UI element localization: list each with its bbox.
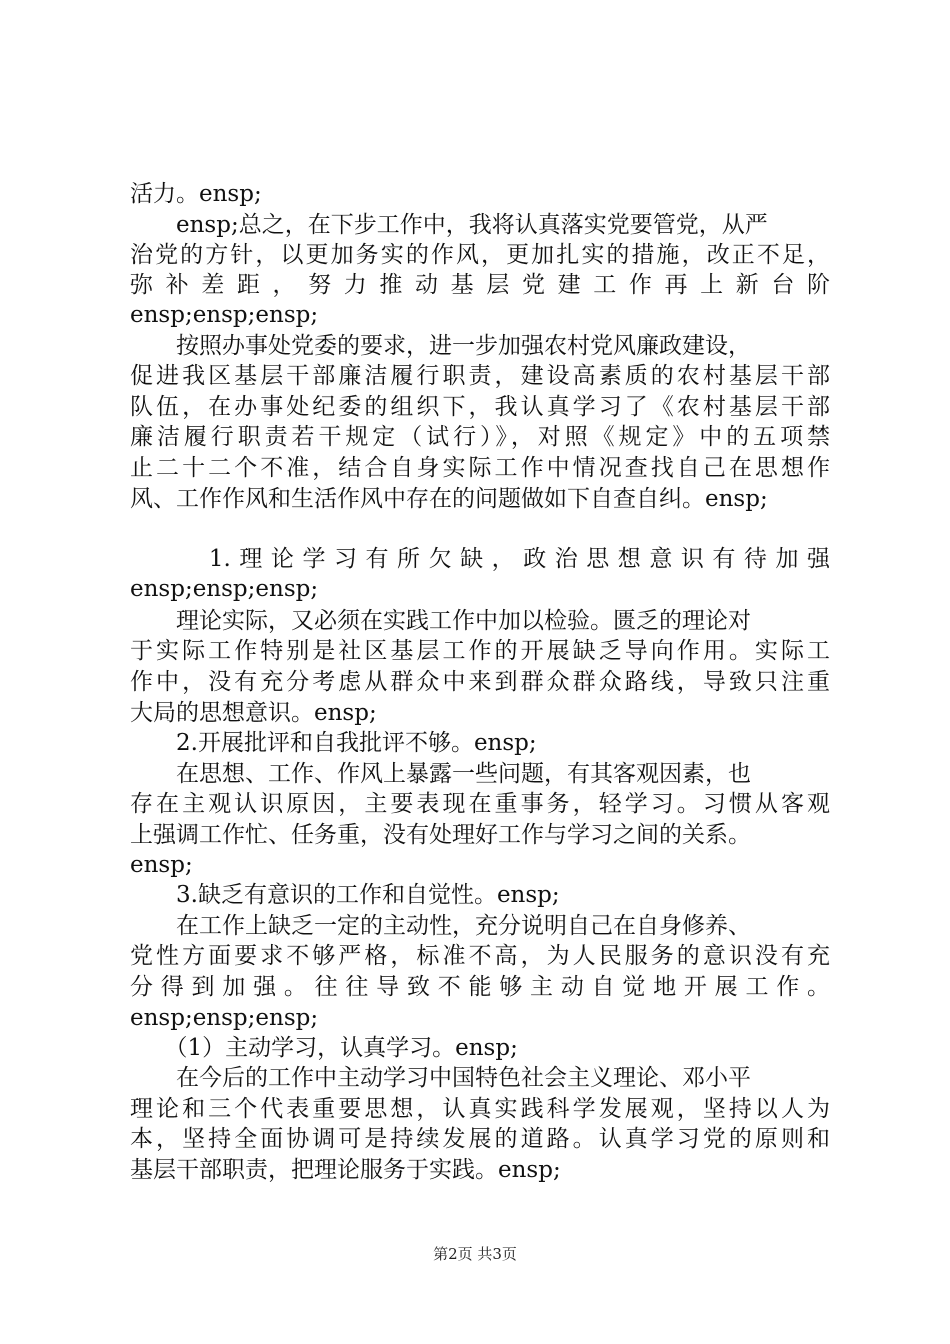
text-line: 于实际工作特别是社区基层工作的开展缺乏导向作用。实际工 bbox=[130, 638, 830, 664]
text-line: ensp; bbox=[130, 852, 193, 878]
text-line: 3.缺乏有意识的工作和自觉性。ensp; bbox=[130, 882, 560, 908]
text-line: 上强调工作忙、任务重，没有处理好工作与学习之间的关系。 bbox=[130, 822, 751, 848]
page-number-footer: 第2页 共3页 bbox=[433, 1245, 517, 1263]
text-line: 理论实际，又必须在实践工作中加以检验。匮乏的理论对 bbox=[130, 608, 751, 634]
text-line: 1.理论学习有所欠缺，政治思想意识有待加强 bbox=[130, 546, 830, 572]
text-line: 理论和三个代表重要思想，认真实践科学发展观，坚持以人为 bbox=[130, 1096, 830, 1122]
text-line: ensp;ensp;ensp; bbox=[130, 576, 319, 602]
text-line: 基层干部职责，把理论服务于实践。ensp; bbox=[130, 1157, 561, 1183]
text-line: 在思想、工作、作风上暴露一些问题，有其客观因素，也 bbox=[130, 761, 751, 787]
text-line: 分得到加强。往往导致不能够主动自觉地开展工作。 bbox=[130, 974, 830, 1000]
text-line: （1）主动学习，认真学习。ensp; bbox=[130, 1035, 518, 1061]
text-line: 党性方面要求不够严格，标准不高，为人民服务的意识没有充 bbox=[130, 943, 830, 969]
text-line: 大局的思想意识。ensp; bbox=[130, 700, 377, 726]
text-line: ensp;ensp;ensp; bbox=[130, 1005, 319, 1031]
text-line: 止二十二个不准，结合自身实际工作中情况查找自己在思想作 bbox=[130, 455, 830, 481]
text-line: 促进我区基层干部廉洁履行职责，建设高素质的农村基层干部 bbox=[130, 363, 830, 389]
text-line: 按照办事处党委的要求，进一步加强农村党风廉政建设， bbox=[130, 333, 751, 359]
text-line: 本，坚持全面协调可是持续发展的道路。认真学习党的原则和 bbox=[130, 1126, 830, 1152]
text-line: 在今后的工作中主动学习中国特色社会主义理论、邓小平 bbox=[130, 1065, 751, 1091]
text-line: 弥补差距，努力推动基层党建工作再上新台阶 bbox=[130, 272, 830, 298]
text-line: 活力。ensp; bbox=[130, 181, 262, 207]
text-line: 2.开展批评和自我批评不够。ensp; bbox=[130, 730, 537, 756]
text-line: 治党的方针，以更加务实的作风，更加扎实的措施，改正不足， bbox=[130, 242, 830, 268]
text-line: 廉洁履行职责若干规定（试行）》，对照《规定》中的五项禁 bbox=[130, 424, 830, 450]
text-line: ensp;ensp;ensp; bbox=[130, 302, 319, 328]
text-line: 存在主观认识原因，主要表现在重事务，轻学习。习惯从客观 bbox=[130, 791, 830, 817]
text-line: ensp;总之，在下步工作中，我将认真落实党要管党，从严 bbox=[130, 212, 768, 238]
text-line: 作中，没有充分考虑从群众中来到群众群众路线，导致只注重 bbox=[130, 669, 830, 695]
text-line: 风、工作作风和生活作风中存在的问题做如下自查自纠。ensp; bbox=[130, 486, 768, 512]
text-line: 在工作上缺乏一定的主动性，充分说明自己在自身修养、 bbox=[130, 913, 751, 939]
text-line: 队伍，在办事处纪委的组织下，我认真学习了《农村基层干部 bbox=[130, 394, 830, 420]
